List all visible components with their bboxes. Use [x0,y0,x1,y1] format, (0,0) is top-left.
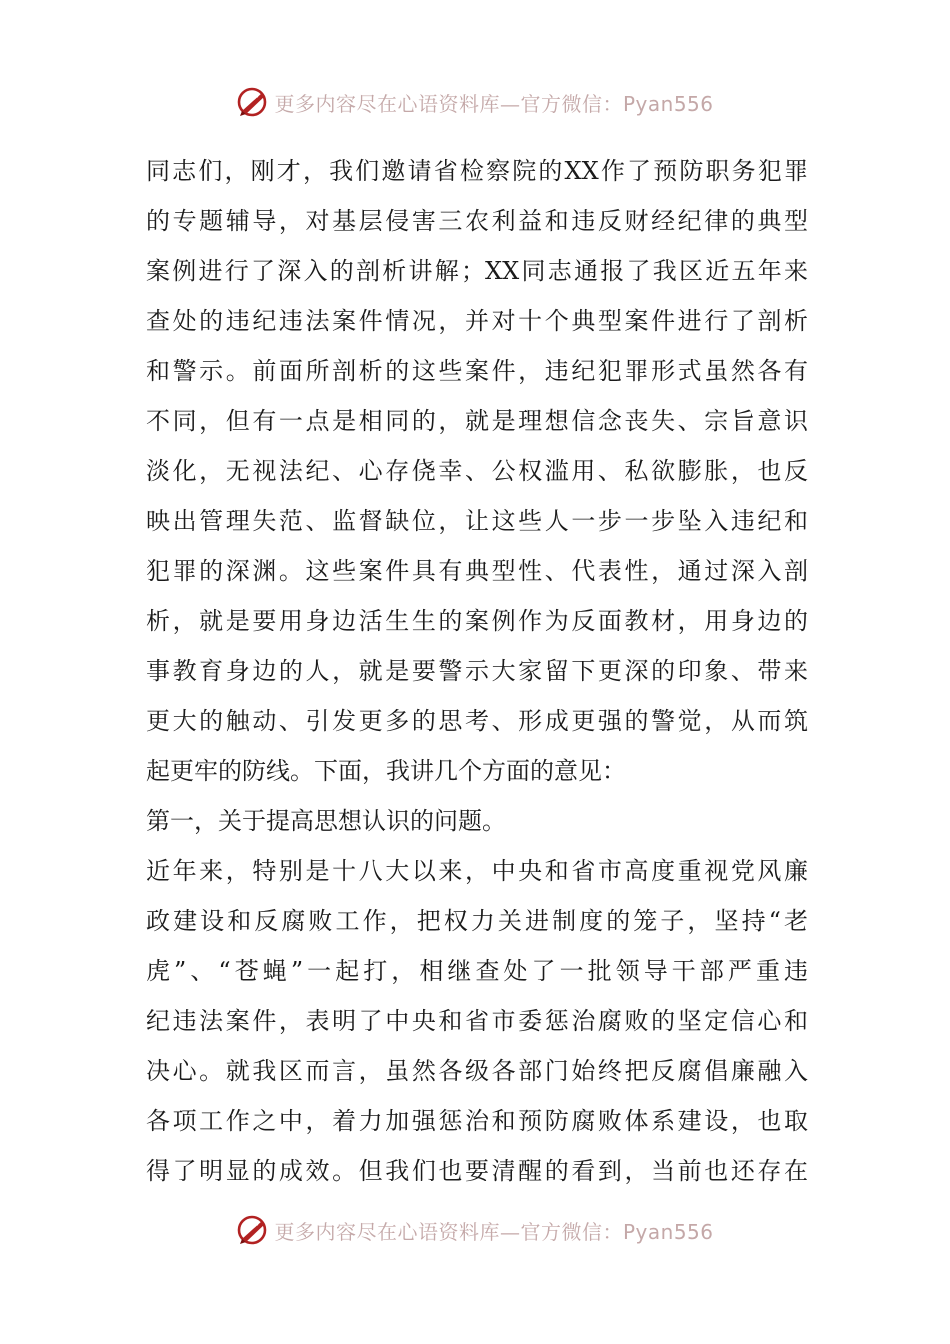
text-line: 和警示。前面所剖析的这些案件，违纪犯罪形式虽然各有 [146,357,808,385]
text-line: 虎”、“苍蝇”一起打，相继查处了一批领导干部严重违 [146,957,808,985]
banner-label: 更多内容尽在心语资料库—官方微信： [274,1219,623,1244]
text-line: 犯罪的深渊。这些案件具有典型性、代表性，通过深入剖 [146,557,808,585]
text-line: 政建设和反腐败工作，把权力关进制度的笼子，坚持“老 [146,907,808,935]
text-line: 同志们，刚才，我们邀请省检察院的XX作了预防职务犯罪 [146,157,808,185]
text-line: 淡化，无视法纪、心存侥幸、公权滥用、私欲膨胀，也反 [146,457,808,485]
text-line: 起更牢的防线。下面，我讲几个方面的意见： [146,757,626,785]
header-banner [0,80,950,124]
banner-text [274,88,713,117]
paragraph-intro [146,146,808,796]
text-line: 纪违法案件，表明了中央和省市委惩治腐败的坚定信心和 [146,1007,808,1035]
text-line: 析，就是要用身边活生生的案例作为反面教材，用身边的 [146,607,808,635]
banner-label: 更多内容尽在心语资料库—官方微信： [274,91,623,116]
text-line: 各项工作之中，着力加强惩治和预防腐败体系建设，也取 [146,1107,808,1135]
text-line: 得了明显的成效。但我们也要清醒的看到，当前也还存在 [146,1157,808,1185]
text-line: 决心。就我区而言，虽然各级各部门始终把反腐倡廉融入 [146,1057,808,1085]
text-line: 查处的违纪违法案件情况，并对十个典型案件进行了剖析 [146,307,808,335]
text-line: 不同，但有一点是相同的，就是理想信念丧失、宗旨意识 [146,407,808,435]
pen-logo-icon [236,85,270,119]
text-line: 的专题辅导，对基层侵害三农利益和违反财经纪律的典型 [146,207,808,235]
document-body [146,146,808,1196]
text-line: 近年来，特别是十八大以来，中央和省市高度重视党风廉 [146,857,808,885]
banner-text [274,1216,713,1245]
text-line: 事教育身边的人，就是要警示大家留下更深的印象、带来 [146,657,808,685]
pen-logo-icon [236,1213,270,1247]
banner-wechat-id: Pyan556 [622,91,714,116]
banner-wechat-id: Pyan556 [622,1219,714,1244]
section-heading: 第一，关于提高思想认识的问题。 [146,807,506,835]
text-line: 案例进行了深入的剖析讲解；XX同志通报了我区近五年来 [146,257,808,285]
text-line: 更大的触动、引发更多的思考、形成更强的警觉，从而筑 [146,707,808,735]
footer-banner [0,1208,950,1252]
text-line: 映出管理失范、监督缺位，让这些人一步一步坠入违纪和 [146,507,808,535]
paragraph-section-one [146,846,808,1196]
